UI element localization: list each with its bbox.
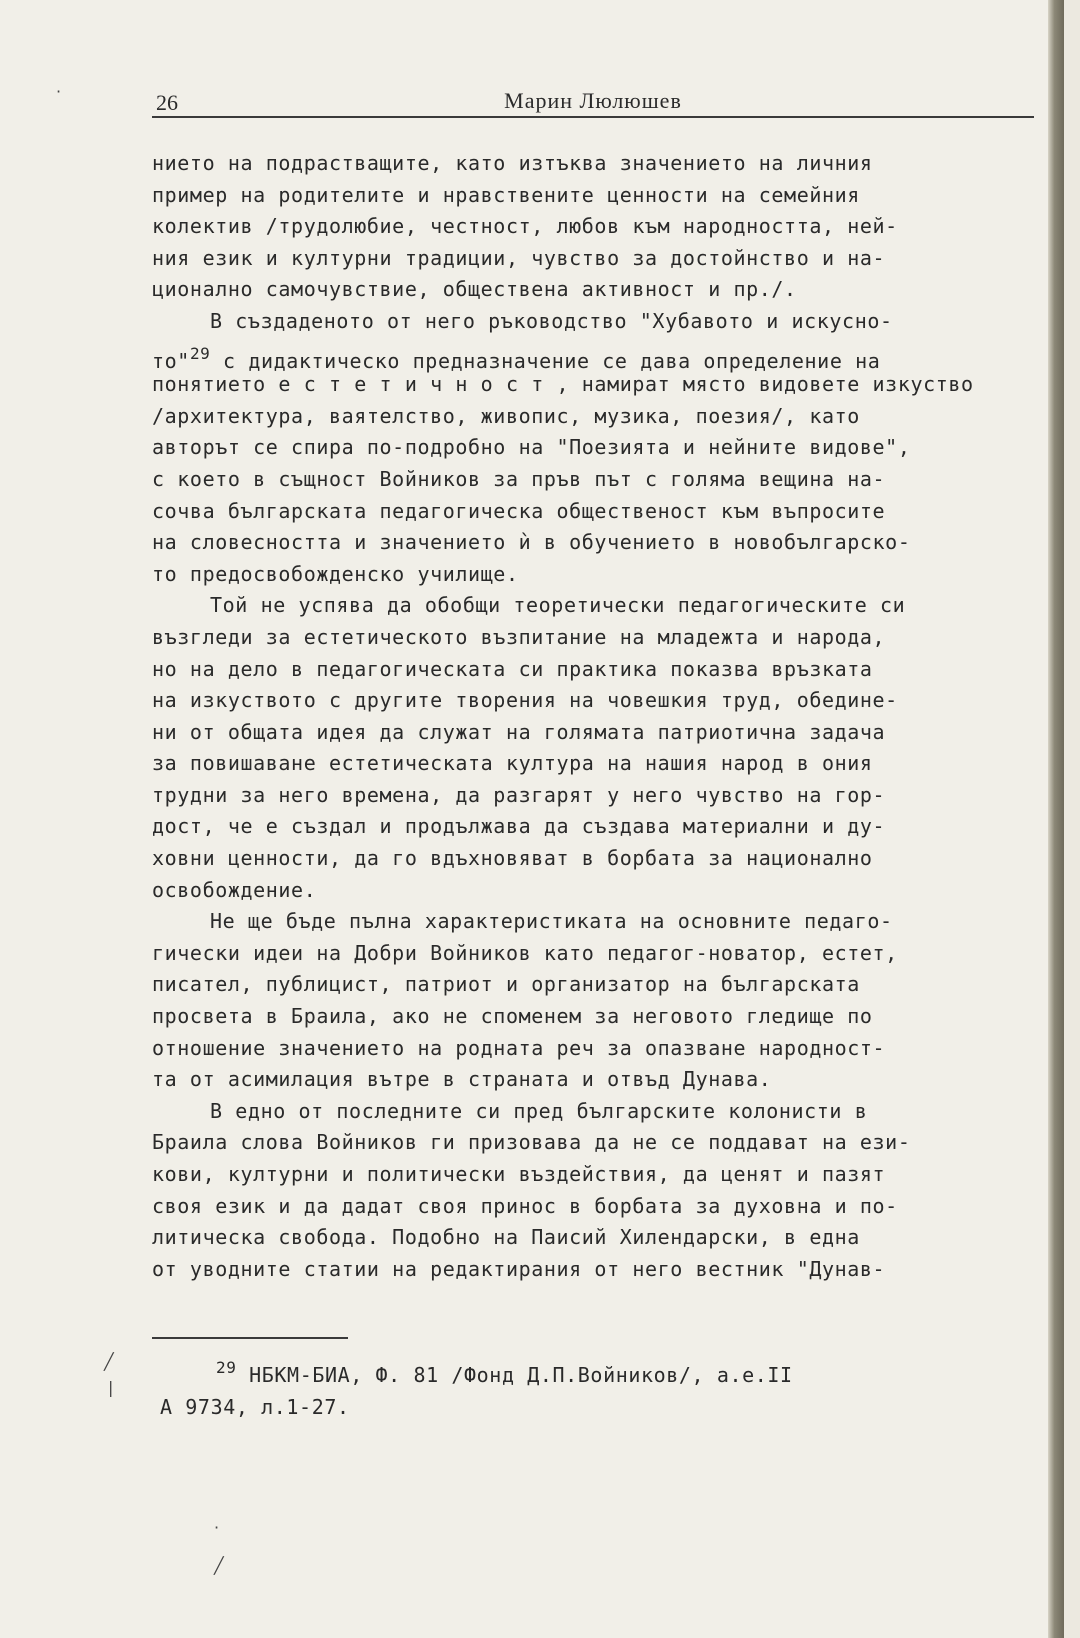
running-title: Марин Люлюшев [504, 88, 682, 113]
text-line: Браила слова Войников ги призовава да не се поддават на ези- [152, 1130, 911, 1155]
footnote-reference: 29 [189, 343, 211, 363]
text-line: писател, публицист, патриот и организатор на българската [152, 972, 860, 997]
footnote-text: НБКМ-БИА, Ф. 81 /Фонд Д.П.Войников/, а.е.II [249, 1363, 793, 1387]
text-line: но на дело в педагогическата си практика показва връзката [152, 656, 873, 681]
text-line: Той не успява да обобщи теоретически педагогическите си [210, 593, 906, 618]
text-line: за повишаване естетическата култура на нашия народ в ония [152, 751, 873, 776]
text-line: ционално самочувствие, обществена активност и пр./. [152, 277, 797, 302]
scan-speck: ╱ [214, 1556, 224, 1575]
text-line: та от асимилация вътре в страната и отвъд Дунава. [152, 1067, 772, 1092]
text-line: на изкуството с другите творения на човешкия труд, обедине- [152, 688, 898, 713]
text-line: то предосвобожденско училище. [152, 561, 519, 586]
footnote-line [160, 1352, 1030, 1391]
text-fragment: то" [152, 348, 190, 373]
body-text [152, 148, 1034, 1285]
text-line: В едно от последните си пред българските колонисти в [210, 1098, 868, 1123]
footnote-number: 29 [216, 1358, 237, 1377]
text-line: ни от общата идея да служат на голямата патриотична задача [152, 719, 886, 744]
footnote-separator [152, 1337, 348, 1339]
text-line: от уводните статии на редактирания от него вестник "Дунав- [152, 1256, 886, 1281]
text-line: гически идеи на Добри Войников като педагог-новатор, естет, [152, 940, 898, 965]
scan-speck: | [108, 1378, 114, 1397]
text-fragment: с дидактическо предназначение се дава определение на [210, 348, 881, 373]
footnote [160, 1352, 1030, 1423]
text-line: трудни за него времена, да разгарят у него чувство на гор- [152, 782, 886, 807]
scan-speck: · [56, 82, 62, 101]
page-number: 26 [156, 90, 178, 115]
page-header [152, 86, 1034, 118]
text-line: на словесността и значението ѝ в обучението в новобългарско- [152, 530, 911, 555]
text-line: пример на родителите и нравствените ценности на семейния [152, 182, 860, 207]
text-line: освобождение. [152, 877, 317, 902]
text-line: колектив /трудолюбие, честност, любов към народността, ней- [152, 214, 898, 239]
text-line: Не ще бъде пълна характеристиката на основните педаго- [210, 909, 893, 934]
text-line: своя език и да дадат своя принос в борбата за духовна и по- [152, 1193, 898, 1218]
text-line: сочва българската педагогическа общественост към въпросите [152, 498, 886, 523]
text-line: ховни ценности, да го вдъхновяват в борбата за национално [152, 846, 873, 871]
text-line: В създаденото от него ръководство "Хубавото и искусно- [210, 308, 893, 333]
text-line: литическа свобода. Подобно на Паисий Хилендарски, в една [152, 1225, 860, 1250]
text-line: понятието е с т е т и ч н о с т , намират място видовете изкуство [152, 372, 974, 397]
text-line: просвета в Браила, ако не споменем за неговото гледище по [152, 1004, 873, 1029]
text-line: възгледи за естетическото възпитание на младежта и народа, [152, 624, 886, 649]
scan-speck: ╱ [104, 1352, 114, 1371]
text-line: нието на подрастващите, като изтъква значението на личния [152, 151, 873, 175]
scan-speck: · [214, 1518, 220, 1537]
text-line: кови, културни и политически въздействия, да ценят и пазят [152, 1162, 886, 1186]
text-line: с което в същност Войников за пръв път с голяма вещина на- [152, 466, 886, 491]
text-line: дост, че е създал и продължава да създава материални и ду- [152, 814, 886, 839]
footnote-line: А 9734, л.1-27. [160, 1395, 350, 1419]
page-edge-shadow [1048, 0, 1064, 1638]
text-line: ния език и културни традиции, чувство за достойнство и на- [152, 245, 886, 270]
text-line: /архитектура, ваятелство, живопис, музика, поезия/, като [152, 403, 860, 428]
text-line: авторът се спира по-подробно на "Поезията и нейните видове", [152, 435, 911, 460]
text-line: отношение значението на родната реч за опазване народност- [152, 1035, 886, 1060]
text-line-with-footnote [152, 338, 1034, 373]
